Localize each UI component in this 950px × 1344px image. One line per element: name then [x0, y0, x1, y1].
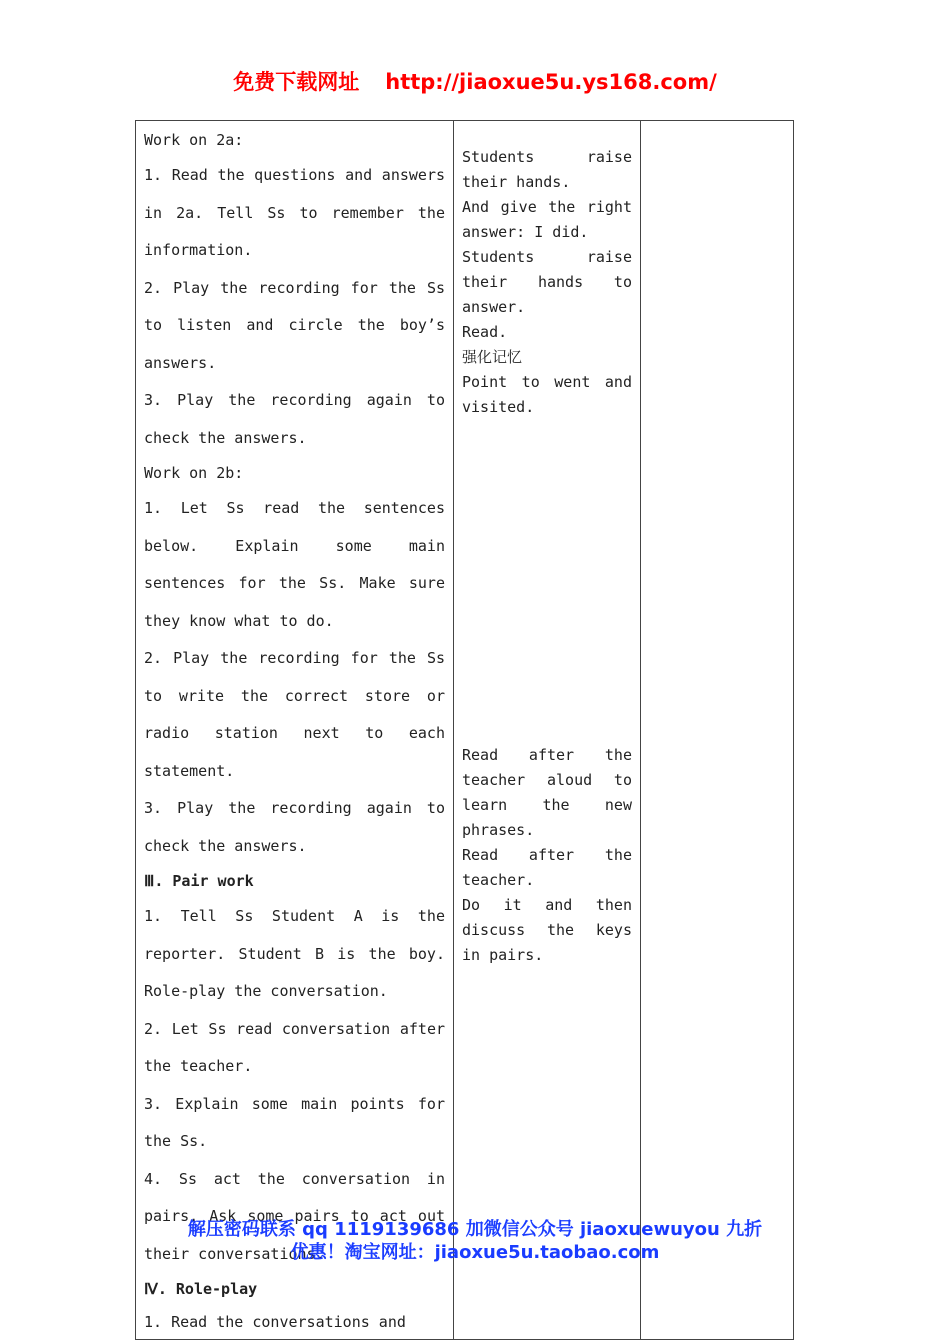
header-label: 免费下载网址: [233, 70, 360, 94]
col1-line: 1. Tell Ss Student A is the reporter. Student B is the boy. Role-play the conversation.: [144, 907, 445, 1000]
student-activity-text: [454, 121, 640, 968]
col2-line: Point to went and visited.: [462, 373, 632, 416]
student-activity-cell: [454, 121, 641, 1340]
lesson-plan-table: [135, 120, 794, 1340]
col1-line: Work on 2b:: [144, 464, 244, 482]
col1-line: 4. Ss act the conversation in pairs. Ask some pairs to act out their conversations.: [144, 1169, 445, 1263]
col2-line: Read.: [462, 323, 508, 341]
section-heading: Ⅳ. Role-play: [144, 1280, 258, 1298]
col1-line: Work on 2a:: [144, 131, 244, 149]
teacher-activity-text: [136, 121, 453, 1339]
section-heading: Ⅲ. Pair work: [144, 872, 254, 890]
col1-line: 2. Play the recording for the Ss to write the correct store or radio station next to each statement.: [144, 649, 445, 780]
col1-line: 3. Play the recording again to check the answers.: [144, 391, 445, 447]
col2-spacer: [462, 420, 632, 743]
col1-line: 3. Explain some main points for the Ss.: [144, 1094, 445, 1150]
col2-line: Do it and then discuss the keys in pairs.: [462, 896, 632, 964]
page-header: [0, 66, 950, 96]
col2-line: Students raise their hands to answer.: [462, 248, 632, 316]
col2-line: Read after the teacher.: [462, 846, 632, 889]
footer-line-1: 解压密码联系 qq 1119139686 加微信公众号 jiaoxuewuyou 九折: [187, 1219, 763, 1240]
footer-line-2: 优惠！淘宝网址：jiaoxue5u.taobao.com: [290, 1242, 660, 1263]
col1-line: 1. Read the questions and answers in 2a. Tell Ss to remember the information.: [144, 166, 445, 259]
col2-line: And give the right answer: I did.: [462, 198, 632, 241]
teacher-activity-cell: [136, 121, 454, 1340]
col2-line: 强化记忆: [462, 348, 523, 366]
col2-line: Read after the teacher aloud to learn the new phrases.: [462, 746, 632, 839]
header-url[interactable]: http://jiaoxue5u.ys168.com/: [385, 70, 717, 94]
col1-line: 2. Play the recording for the Ss to listen and circle the boy’s answers.: [144, 278, 445, 372]
notes-cell: [641, 121, 794, 1340]
col1-line: 1. Read the conversations and: [144, 1313, 406, 1331]
col1-line: 3. Play the recording again to check the answers.: [144, 799, 445, 855]
col1-line: 1. Let Ss read the sentences below. Explain some main sentences for the Ss. Make sure they know what to do.: [144, 499, 445, 630]
page-footer: [135, 1218, 815, 1264]
col2-line: Students raise their hands.: [462, 148, 632, 191]
col1-line: 2. Let Ss read conversation after the teacher.: [144, 1019, 445, 1075]
